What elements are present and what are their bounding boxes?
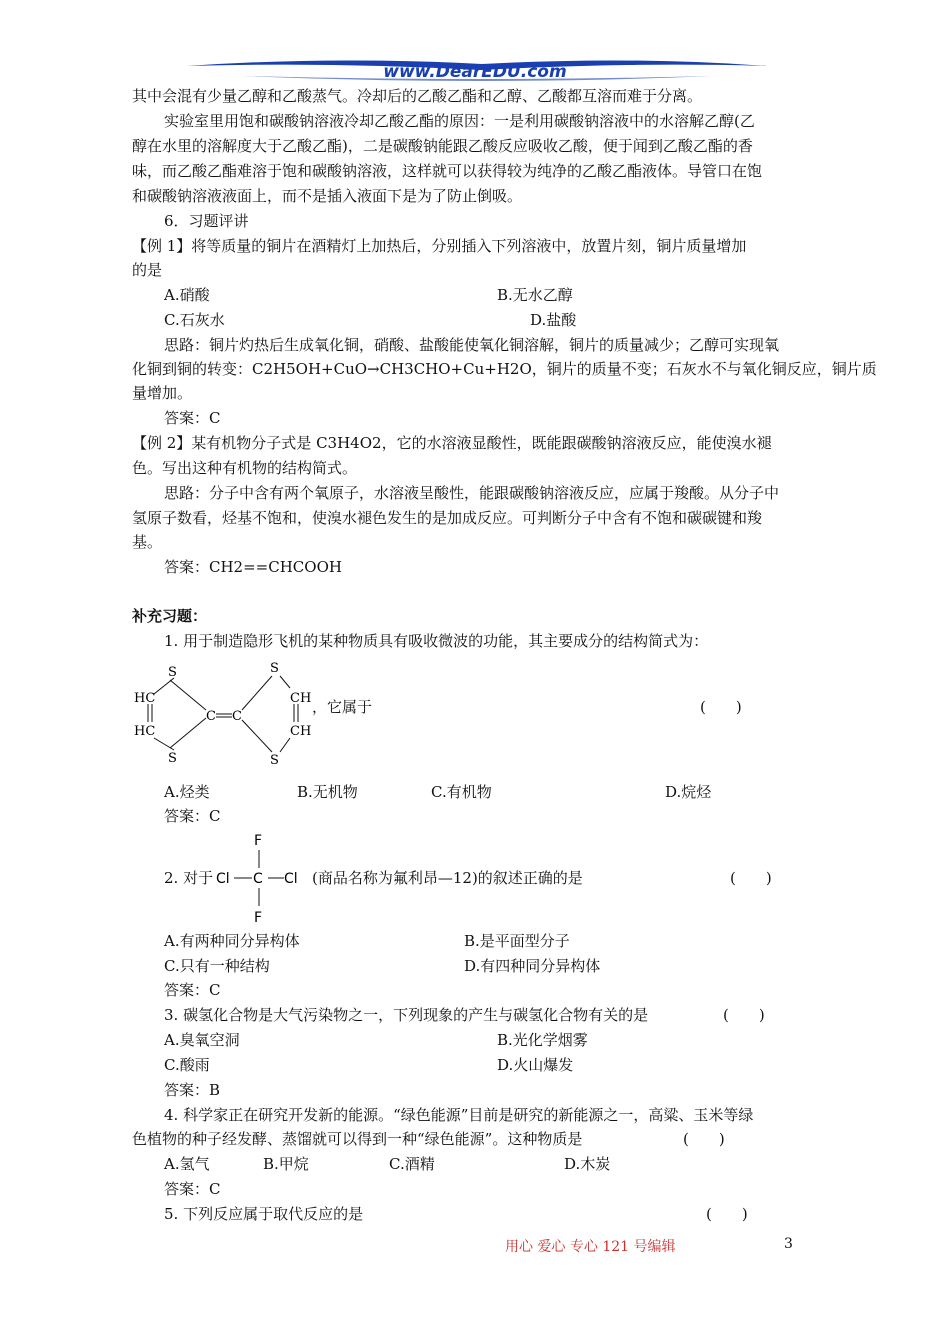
q1-ch-upper: CH: [290, 691, 312, 706]
example2-thought-line2: 氢原子数看，烃基不饱和，使溴水褪色发生的是加成反应。可判断分子中含有不饱和碳碳键和羧: [132, 509, 763, 527]
example1-option-a: A.硝酸: [164, 286, 210, 304]
example2-question-line2: 色。写出这种有机物的结构简式。: [132, 459, 358, 477]
q4-stem-line1: 4. 科学家正在研究开发新的能源。“绿色能源”目前是研究的新能源之一，高粱、玉米等绿: [164, 1106, 754, 1124]
q1-option-d: D.烷烃: [665, 783, 712, 801]
q1-hc-upper: HC: [134, 691, 156, 706]
q4-option-c: C.酒精: [389, 1155, 435, 1173]
q2-option-b: B.是平面型分子: [464, 932, 570, 950]
q5-answer-blank: ( ): [706, 1205, 748, 1223]
example2-answer: 答案：CH2==CHCOOH: [164, 558, 342, 576]
para-2-line2: 醇在水里的溶解度大于乙酸乙酯)，二是碳酸钠能跟乙酸反应吸收乙酸，便于闻到乙酸乙酯的香: [132, 137, 753, 155]
q2-cl-left: Cl: [216, 871, 230, 887]
page-number: 3: [784, 1236, 793, 1252]
example1-option-b: B.无水乙醇: [497, 286, 573, 304]
q2-option-d: D.有四种同分异构体: [464, 957, 601, 975]
q2-option-c: C.只有一种结构: [164, 957, 270, 975]
q3-option-b: B.光化学烟雾: [497, 1031, 588, 1049]
footer-note: 用心 爱心 专心 121 号编辑: [505, 1239, 676, 1255]
q2-answer-blank: ( ): [730, 869, 772, 887]
q1-hc-lower: HC: [134, 724, 156, 739]
site-url[interactable]: www.DearEDU.com: [383, 62, 567, 82]
q2-pre: 2. 对于: [164, 869, 214, 887]
q2-f-bottom: F: [254, 910, 263, 926]
q3-answer: 答案：B: [164, 1081, 221, 1099]
q2-freon-structure: [214, 830, 304, 926]
q4-option-b: B.甲烷: [263, 1155, 309, 1173]
q3-option-d: D.火山爆发: [497, 1056, 574, 1074]
q2-f-top: F: [254, 833, 263, 849]
q1-answer: 答案：C: [164, 807, 221, 825]
para-2-line1: 实验室里用饱和碳酸钠溶液冷却乙酸乙酯的原因：一是利用碳酸钠溶液中的水溶解乙醇(乙: [164, 112, 755, 130]
q1-s-top-right: S: [270, 661, 279, 676]
example1-thought-line2: 化铜到铜的转变：C2H5OH+CuO→CH3CHO+Cu+H2O，铜片的质量不变；石灰水不与氧化铜反应，铜片质: [132, 360, 877, 378]
example2-thought-line1: 思路：分子中含有两个氧原子，水溶液呈酸性，能跟碳酸钠溶液反应，应属于羧酸。从分子中: [164, 484, 780, 502]
q3-stem: 3. 碳氢化合物是大气污染物之一，下列现象的产生与碳氢化合物有关的是: [164, 1006, 649, 1024]
q4-answer-blank: ( ): [683, 1130, 725, 1148]
example1-question-line2: 的是: [132, 261, 163, 279]
q1-s-bottom-right: S: [270, 753, 279, 768]
q5-stem: 5. 下列反应属于取代反应的是: [164, 1205, 364, 1223]
q2-cl-right: Cl: [284, 871, 298, 887]
q2-post: (商品名称为氟利昂—12)的叙述正确的是: [312, 869, 583, 887]
q3-option-a: A.臭氧空洞: [164, 1031, 240, 1049]
q2-answer: 答案：C: [164, 981, 221, 999]
q4-option-d: D.木炭: [564, 1155, 611, 1173]
example1-thought-line3: 量增加。: [132, 384, 193, 402]
q1-c-left: C: [206, 709, 216, 724]
example2-thought-line3: 基。: [132, 533, 163, 551]
q2-option-a: A.有两种同分异构体: [164, 932, 300, 950]
example1-thought-line1: 思路：铜片灼热后生成氧化铜，硝酸、盐酸能使氧化铜溶解，铜片的质量减少；乙醇可实现氧: [164, 336, 780, 354]
example1-option-d: D.盐酸: [530, 311, 577, 329]
q1-option-b: B.无机物: [297, 783, 358, 801]
q4-answer: 答案：C: [164, 1180, 221, 1198]
q2-c-center: C: [253, 871, 263, 887]
example1-answer: 答案：C: [164, 409, 221, 427]
supplement-title: 补充习题：: [132, 607, 208, 625]
q1-s-top-left: S: [168, 665, 177, 680]
example1-question-line1: 【例 1】将等质量的铜片在酒精灯上加热后，分别插入下列溶液中，放置片刻，铜片质量增加: [132, 237, 747, 255]
para-2-line3: 味，而乙酸乙酯难溶于饱和碳酸钠溶液，这样就可以获得较为纯净的乙酸乙酯液体。导管口在饱: [132, 162, 763, 180]
q1-stem: 1. 用于制造隐形飞机的某种物质具有吸收微波的功能，其主要成分的结构简式为：: [164, 632, 709, 650]
q1-option-c: C.有机物: [431, 783, 492, 801]
para-1: 其中会混有少量乙醇和乙酸蒸气。冷却后的乙酸乙酯和乙醇、乙酸都互溶而难于分离。: [132, 87, 703, 105]
q3-option-c: C.酸雨: [164, 1056, 210, 1074]
q1-ch-lower: CH: [290, 724, 312, 739]
q3-answer-blank: ( ): [723, 1006, 765, 1024]
q4-option-a: A.氢气: [164, 1155, 210, 1173]
section-6-heading: 6．习题评讲: [164, 212, 249, 230]
q4-stem-line2: 色植物的种子经发酵、蒸馏就可以得到一种“绿色能源”。这种物质是: [132, 1130, 583, 1148]
q1-answer-blank: ( ): [700, 698, 742, 716]
example2-question-line1: 【例 2】某有机物分子式是 C3H4O2，它的水溶液显酸性，既能跟碳酸钠溶液反应，能使溴水褪: [132, 434, 772, 452]
q1-option-a: A.烃类: [164, 783, 210, 801]
para-2-line4: 和碳酸钠溶液液面上，而不是插入液面下是为了防止倒吸。: [132, 187, 523, 205]
q1-structure-diagram: [128, 658, 328, 770]
q1-tail: ，它属于: [312, 698, 373, 716]
q1-s-bottom-left: S: [168, 751, 177, 766]
example1-option-c: C.石灰水: [164, 311, 225, 329]
q1-c-right: C: [232, 709, 242, 724]
